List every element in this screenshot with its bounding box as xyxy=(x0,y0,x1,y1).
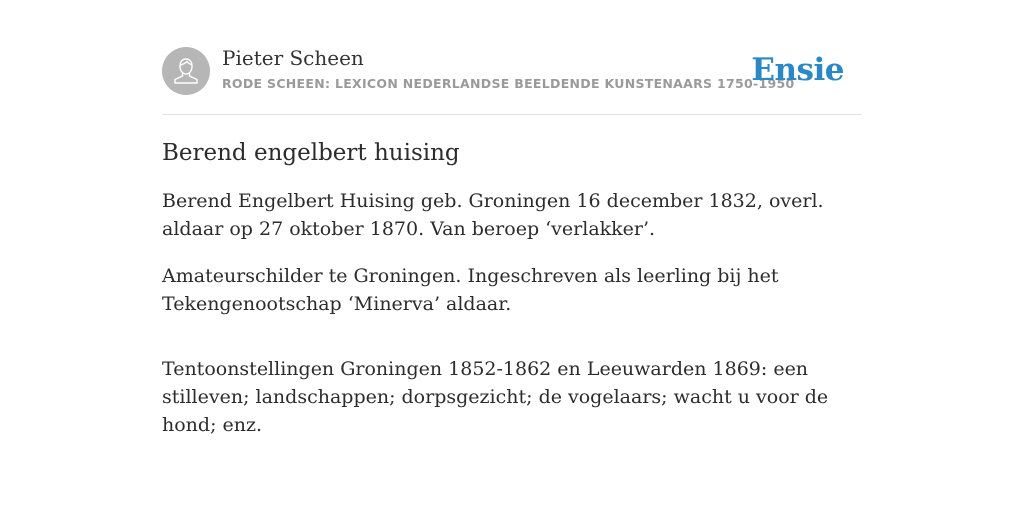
article-paragraph: Amateurschilder te Groningen. Ingeschreven als leerling bij het Tekengenootschap ‘Minerva’ aldaar. xyxy=(162,265,779,315)
article-title: Berend engelbert huising xyxy=(162,140,460,166)
avatar[interactable] xyxy=(162,47,210,95)
author-name[interactable]: Pieter Scheen xyxy=(222,46,364,70)
author-header xyxy=(162,46,862,115)
ensie-logo[interactable]: Ensie xyxy=(751,52,844,88)
source-title[interactable]: RODE SCHEEN: LEXICON NEDERLANDSE BEELDENDE KUNSTENAARS 1750-1950 xyxy=(222,76,795,91)
article-paragraph: Tentoonstellingen Groningen 1852-1862 en Leeuwarden 1869: een stilleven; landschappen; dorpsgezicht; de vogelaars; wacht u voor de hond; enz. xyxy=(162,358,829,436)
article-paragraph: Berend Engelbert Huising geb. Groningen 16 december 1832, overl. aldaar op 27 oktober 1870. Van beroep ‘verlakker’. xyxy=(162,190,824,240)
article xyxy=(162,137,862,458)
user-silhouette-icon xyxy=(162,47,210,95)
